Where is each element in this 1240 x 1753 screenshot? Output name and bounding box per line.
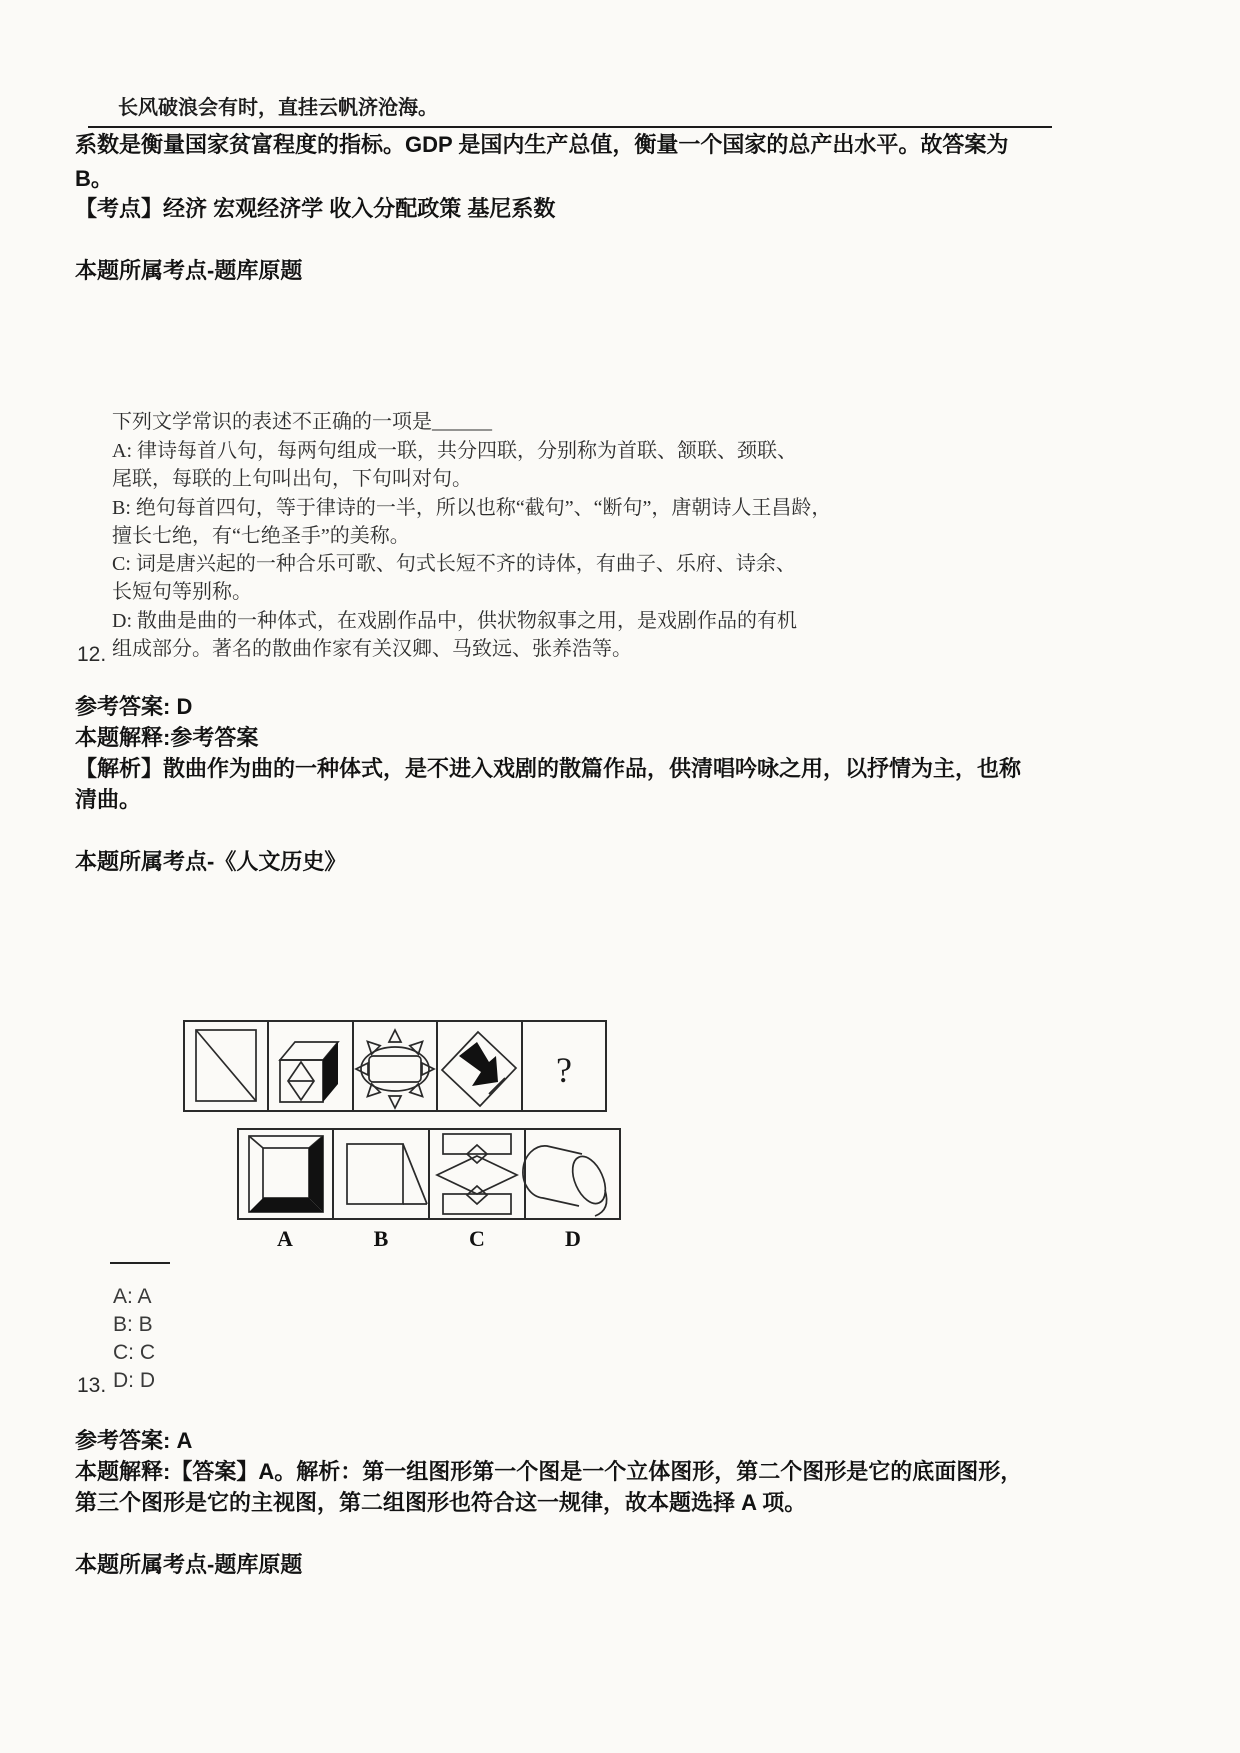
figure-choice-d-cylinder <box>523 1146 612 1216</box>
figure-label-d: D <box>565 1226 581 1251</box>
figure-square-diagonal <box>196 1030 256 1101</box>
question-13-explain-line-1: 本题解释:【答案】A。解析：第一组图形第一个图是一个立体图形，第二个图形是它的底面图形， <box>75 1459 1023 1484</box>
figure-tilted-box-arrow <box>442 1032 516 1106</box>
figure-choice-a-frame <box>249 1136 323 1212</box>
header-quote: 长风破浪会有时，直挂云帆济沧海。 <box>118 97 438 119</box>
question-13-number: 13. <box>77 1374 107 1397</box>
figure-label-b: B <box>373 1226 389 1251</box>
question-12-option-a-line-1: A: 律诗每首八句，每两句组成一联，共分四联，分别称为首联、颔联、颈联、 <box>112 440 797 462</box>
figure-choice-b-square-triangle <box>347 1144 427 1204</box>
question-12-option-b-line-2: 擅长七绝，有“七绝圣手”的美称。 <box>112 525 410 547</box>
question-13-option-a: A: A <box>113 1285 152 1308</box>
question-12-explain-label: 本题解释:参考答案 <box>75 725 259 750</box>
question-13-option-b: B: B <box>113 1313 153 1336</box>
question-12-category: 本题所属考点-《人文历史》 <box>75 849 347 874</box>
figure-label-a: A <box>277 1226 293 1251</box>
question-12-stem: 下列文学常识的表述不正确的一项是______ <box>112 411 492 433</box>
figure-label-c: C <box>469 1226 485 1251</box>
question-13-option-c: C: C <box>113 1341 155 1364</box>
figure-cube <box>280 1042 338 1102</box>
question-13-answer: 参考答案: A <box>75 1428 193 1453</box>
figure-choice-c-diamonds <box>437 1134 517 1214</box>
question-12-analysis-line-2: 清曲。 <box>75 787 142 812</box>
question-12-option-d-line-1: D: 散曲是曲的一种体式，在戏剧作品中，供状物叙事之用，是戏剧作品的有机 <box>112 610 797 632</box>
svg-text:?: ? <box>556 1050 572 1090</box>
question-12-analysis-line-1: 【解析】散曲作为曲的一种体式，是不进入戏剧的散篇作品，供清唱吟咏之用，以抒情为主，也称 <box>75 756 1022 781</box>
figure-question-mark <box>556 1050 572 1090</box>
header-rule <box>88 126 1052 128</box>
question-13-explain-line-2: 第三个图形是它的主视图，第二组图形也符合这一规律，故本题选择 A 项。 <box>75 1490 807 1515</box>
prev-category: 本题所属考点-题库原题 <box>75 258 303 283</box>
question-13-blank-line <box>110 1262 170 1264</box>
question-12-number: 12. <box>77 643 107 666</box>
prev-explanation-line-1: 系数是衡量国家贫富程度的指标。GDP 是国内生产总值，衡量一个国家的总产出水平。故答案为 <box>75 132 1009 157</box>
exam-points: 【考点】经济 宏观经济学 收入分配政策 基尼系数 <box>75 196 556 221</box>
question-12-option-a-line-2: 尾联，每联的上句叫出句，下句叫对句。 <box>112 468 472 490</box>
figure-row-1 <box>183 1020 607 1112</box>
question-13-option-d: D: D <box>113 1369 155 1392</box>
question-12-option-d-line-2: 组成部分。著名的散曲作家有关汉卿、马致远、张养浩等。 <box>112 638 632 660</box>
question-12-answer: 参考答案: D <box>75 694 193 719</box>
question-12-option-c-line-2: 长短句等别称。 <box>112 581 252 603</box>
question-13-category: 本题所属考点-题库原题 <box>75 1552 303 1577</box>
prev-explanation-line-2: B。 <box>75 166 113 191</box>
figure-sun-ellipse <box>356 1030 434 1108</box>
question-12-option-b-line-1: B: 绝句每首四句，等于律诗的一半，所以也称“截句”、“断句”，唐朝诗人王昌龄， <box>112 497 832 519</box>
figure-row-2 <box>237 1128 621 1220</box>
question-12-option-c-line-1: C: 词是唐兴起的一种合乐可歌、句式长短不齐的诗体，有曲子、乐府、诗余、 <box>112 553 796 575</box>
